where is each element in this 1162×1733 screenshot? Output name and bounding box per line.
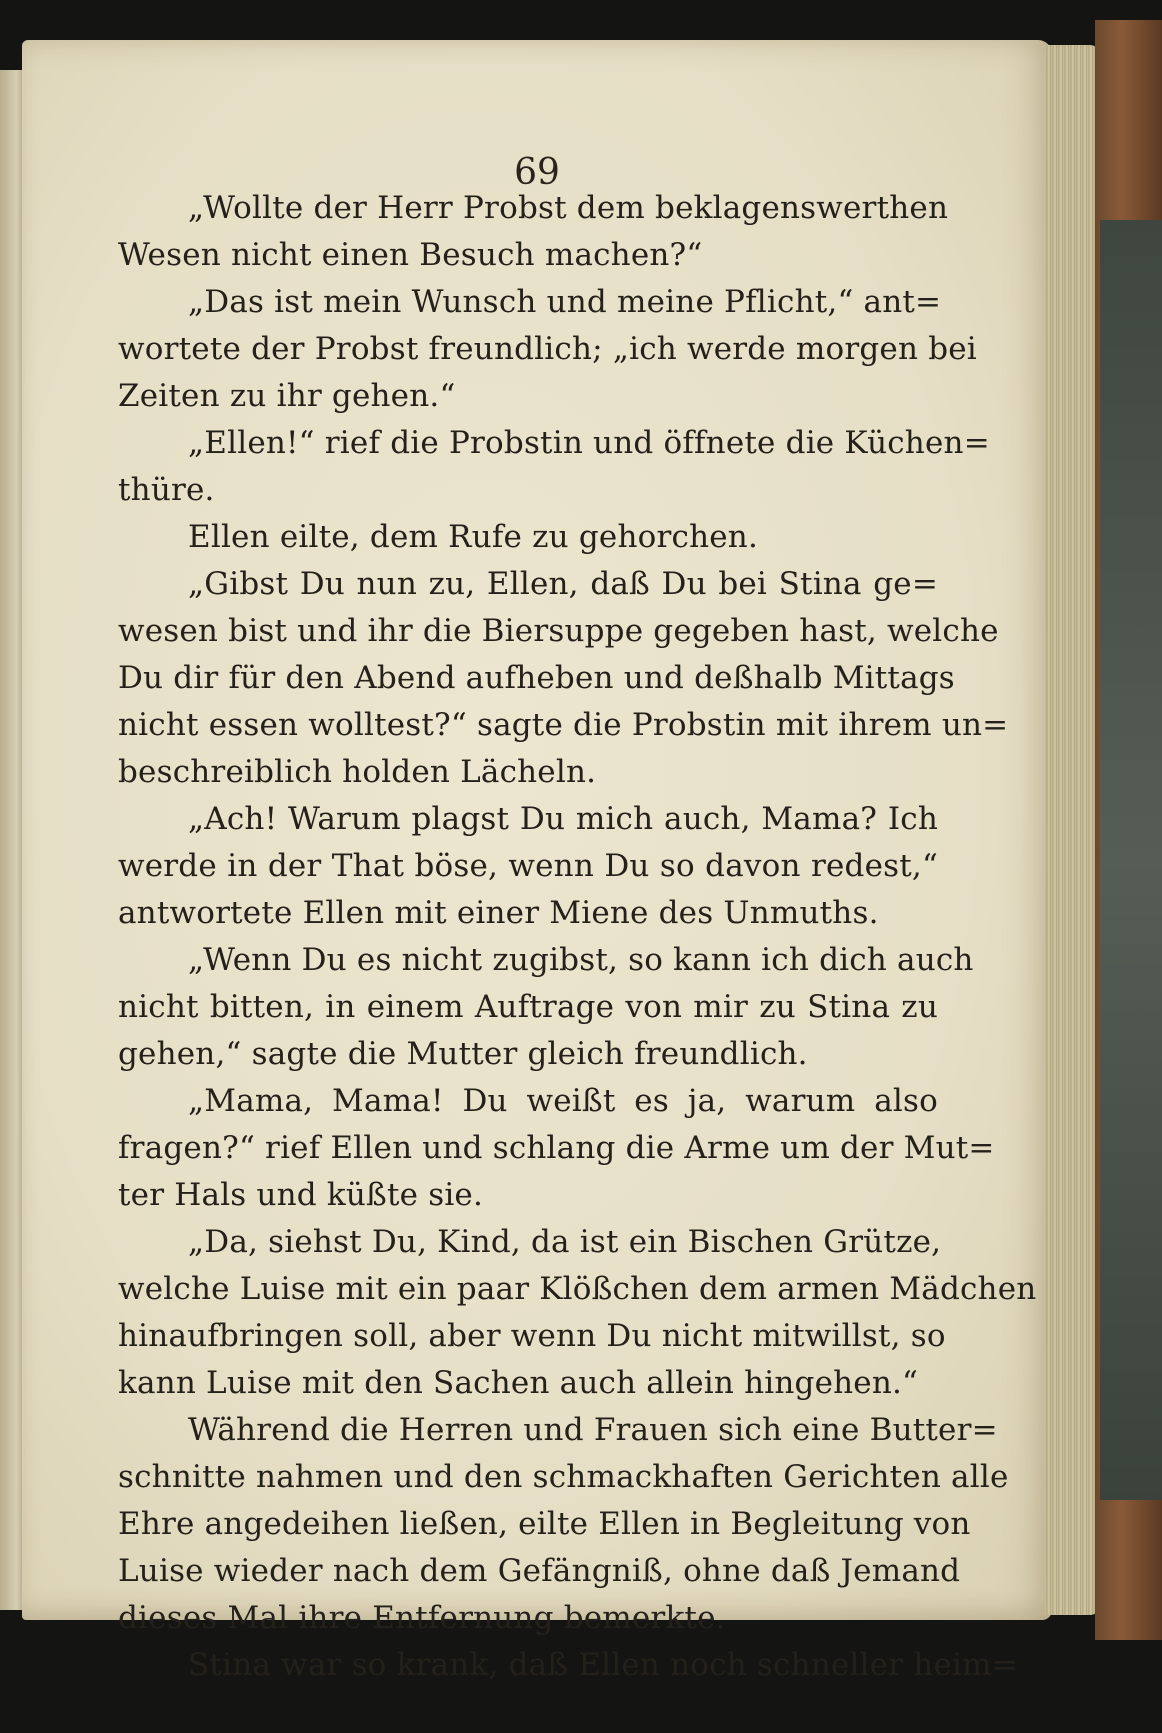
text-line: „Gibst Du nun zu, Ellen, daß Du bei Stina ge=	[188, 566, 938, 602]
text-line: Du dir für den Abend aufheben und deßhalb Mittags	[118, 660, 955, 696]
text-line: dieses Mal ihre Entfernung bemerkte.	[118, 1600, 726, 1636]
text-line: Ehre angedeihen ließen, eilte Ellen in Begleitung von	[118, 1506, 971, 1542]
text-line: „Ellen!“ rief die Probstin und öffnete die Küchen=	[188, 425, 990, 461]
cover-spine-patch	[1100, 220, 1162, 1500]
text-line: Wesen nicht einen Besuch machen?“	[118, 237, 703, 273]
text-line: wortete der Probst freundlich; „ich werde morgen bei	[118, 331, 977, 367]
text-line: „Da, siehst Du, Kind, da ist ein Bischen Grütze,	[188, 1224, 942, 1260]
text-line: nicht bitten, in einem Auftrage von mir zu Stina zu	[118, 989, 938, 1025]
text-line: „Wollte der Herr Probst dem beklagenswerthen	[188, 190, 949, 226]
text-line: thüre.	[118, 472, 215, 508]
text-line: wesen bist und ihr die Biersuppe gegeben hast, welche	[118, 613, 999, 649]
text-line: „Das ist mein Wunsch und meine Pflicht,“ ant=	[188, 284, 942, 320]
text-line: beschreiblich holden Lächeln.	[118, 754, 597, 790]
page-body-text	[118, 185, 1037, 1689]
text-line: nicht essen wolltest?“ sagte die Probstin mit ihrem un=	[118, 707, 1009, 743]
text-line: Ellen eilte, dem Rufe zu gehorchen.	[188, 519, 759, 555]
text-line: schnitte nahmen und den schmackhaften Gerichten alle	[118, 1459, 1009, 1495]
text-line: hinaufbringen soll, aber wenn Du nicht mitwillst, so	[118, 1318, 946, 1354]
text-line: Während die Herren und Frauen sich eine Butter=	[188, 1412, 998, 1448]
text-line: „Wenn Du es nicht zugibst, so kann ich dich auch	[188, 942, 974, 978]
text-line: fragen?“ rief Ellen und schlang die Arme um der Mut=	[118, 1130, 995, 1166]
page-block-edges	[1045, 45, 1100, 1615]
text-line: „Ach! Warum plagst Du mich auch, Mama? Ich	[188, 801, 938, 837]
text-line: ter Hals und küßte sie.	[118, 1177, 484, 1213]
text-line: Zeiten zu ihr gehen.“	[118, 378, 456, 414]
text-line: gehen,“ sagte die Mutter gleich freundlich.	[118, 1036, 808, 1072]
text-line: kann Luise mit den Sachen auch allein hingehen.“	[118, 1365, 919, 1401]
text-line: Luise wieder nach dem Gefängniß, ohne daß Jemand	[118, 1553, 961, 1589]
text-line: „Mama, Mama! Du weißt es ja, warum also	[188, 1083, 938, 1119]
page-number: 69	[514, 152, 560, 193]
text-line: werde in der That böse, wenn Du so davon redest,“	[118, 848, 938, 884]
text-line: Stina war so krank, daß Ellen noch schneller heim=	[188, 1647, 1018, 1683]
text-line: antwortete Ellen mit einer Miene des Unmuths.	[118, 895, 879, 931]
text-line: welche Luise mit ein paar Klößchen dem armen Mädchen	[118, 1271, 1037, 1307]
